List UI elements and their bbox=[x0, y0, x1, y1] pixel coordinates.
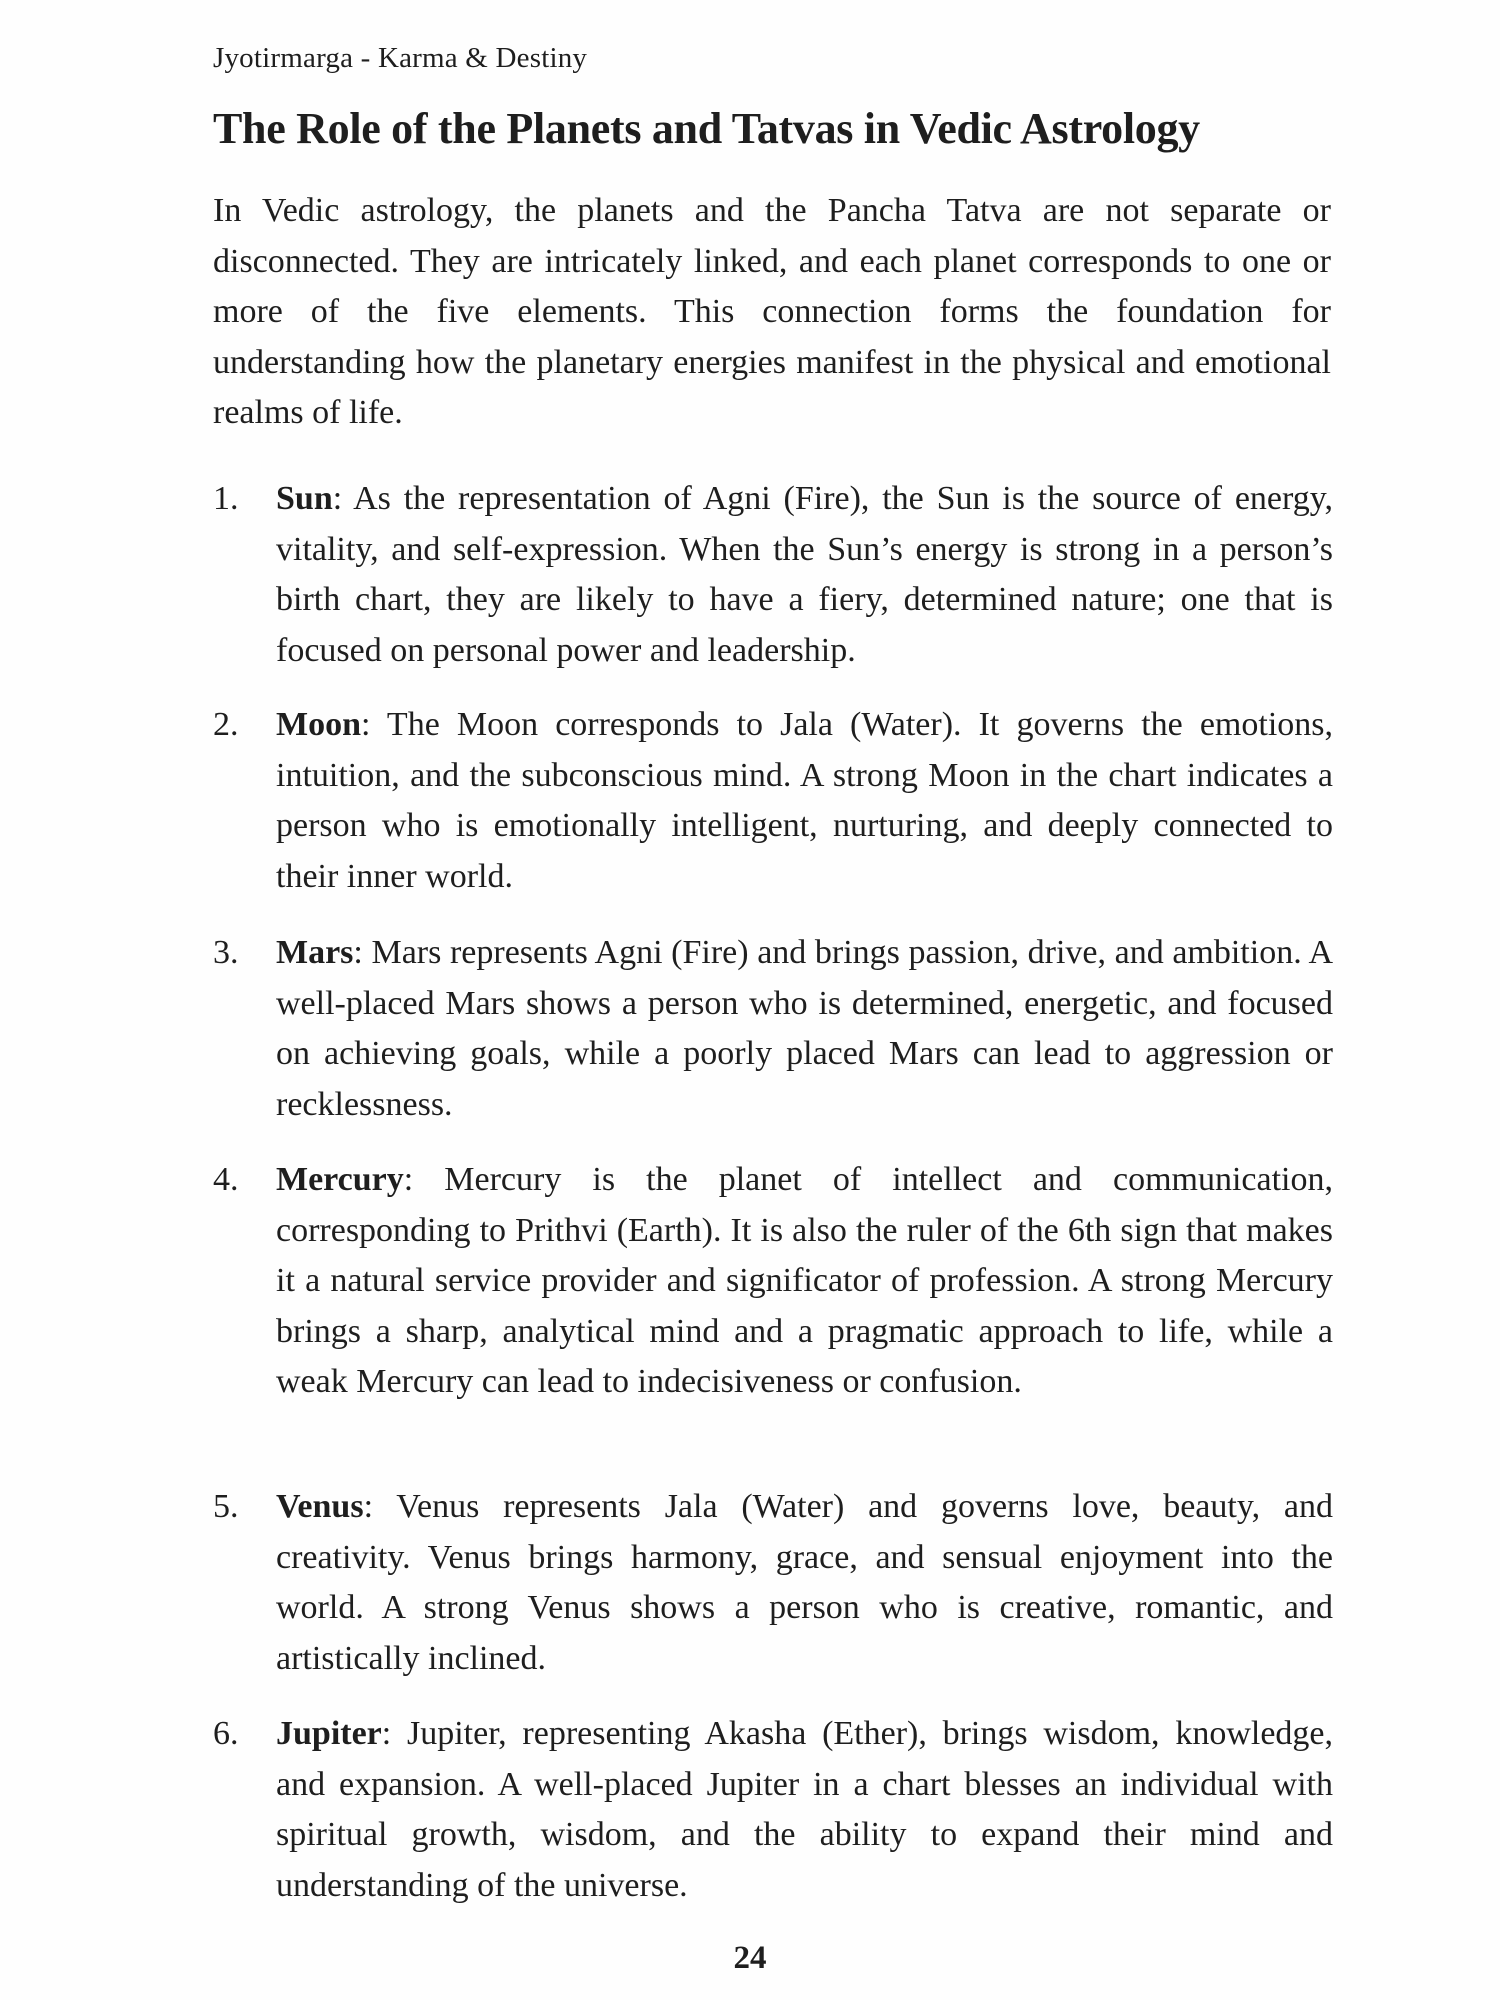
planet-name-mars: Mars bbox=[276, 934, 354, 971]
planet-description: : Jupiter, representing Akasha (Ether), brings wisdom, knowledge, and expansion. A well-placed Jupiter in a chart blesses an individual with spiritual growth, wisdom, and the ability to expand their mind and understanding of the universe. bbox=[276, 1715, 1333, 1904]
planet-name-sun: Sun bbox=[276, 480, 333, 517]
list-item-text bbox=[276, 1709, 1333, 1911]
list-item-number: 4. bbox=[213, 1161, 239, 1198]
running-header: Jyotirmarga - Karma & Destiny bbox=[213, 42, 588, 74]
planet-name-moon: Moon bbox=[276, 706, 361, 743]
section-title: The Role of the Planets and Tatvas in Vedic Astrology bbox=[213, 104, 1200, 153]
list-item-text bbox=[276, 928, 1333, 1130]
list-item-text bbox=[276, 474, 1333, 676]
list-item-number: 1. bbox=[213, 480, 239, 517]
planet-description: : As the representation of Agni (Fire), the Sun is the source of energy, vitality, and self-expression. When the Sun’s energy is strong in a person’s birth chart, they are likely to have a fiery, determined nature; one that is focused on personal power and leadership. bbox=[276, 480, 1333, 669]
planet-description: : The Moon corresponds to Jala (Water). It governs the emotions, intuition, and the subconscious mind. A strong Moon in the chart indicates a person who is emotionally intelligent, nurturing, and deeply connected to their inner world. bbox=[276, 706, 1333, 895]
planet-name-jupiter: Jupiter bbox=[276, 1715, 382, 1752]
list-item-number: 2. bbox=[213, 706, 239, 743]
page-number: 24 bbox=[733, 1940, 767, 1976]
list-item-text bbox=[276, 1155, 1333, 1408]
planet-name-mercury: Mercury bbox=[276, 1161, 404, 1198]
list-item-text bbox=[276, 700, 1333, 902]
planet-description: : Mars represents Agni (Fire) and brings passion, drive, and ambition. A well-placed Mars shows a person who is determined, energetic, and focused on achieving goals, while a poorly placed Mars can lead to aggression or recklessness. bbox=[276, 934, 1333, 1123]
list-item-text bbox=[276, 1482, 1333, 1684]
list-item-number: 5. bbox=[213, 1488, 239, 1525]
list-item-number: 3. bbox=[213, 934, 239, 971]
planet-description: : Mercury is the planet of intellect and communication, corresponding to Prithvi (Earth). It is also the ruler of the 6th sign that makes it a natural service provider and significator of profession. A strong Mercury brings a sharp, analytical mind and a pragmatic approach to life, while a weak Mercury can lead to indecisiveness or confusion. bbox=[276, 1161, 1333, 1400]
list-item-number: 6. bbox=[213, 1715, 239, 1752]
planet-name-venus: Venus bbox=[276, 1488, 364, 1525]
intro-paragraph: In Vedic astrology, the planets and the Pancha Tatva are not separate or disconnected. They are intricately linked, and each planet corresponds to one or more of the five elements. This connection forms the foundation for understanding how the planetary energies manifest in the physical and emotional realms of life. bbox=[213, 192, 1331, 431]
planet-description: : Venus represents Jala (Water) and governs love, beauty, and creativity. Venus brings harmony, grace, and sensual enjoyment into the world. A strong Venus shows a person who is creative, romantic, and artistically inclined. bbox=[276, 1488, 1333, 1677]
